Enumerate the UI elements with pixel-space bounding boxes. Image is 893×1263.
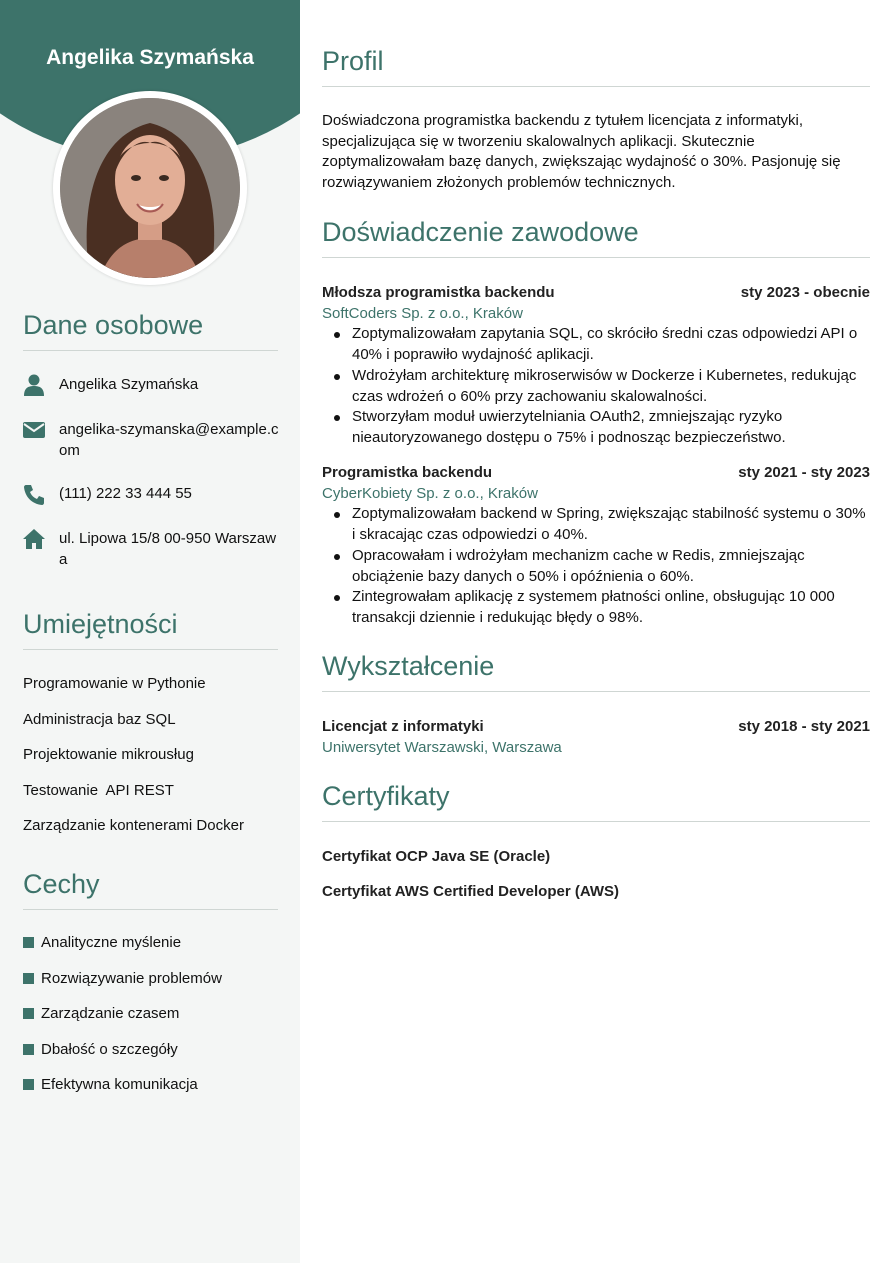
contact-address-row — [22, 528, 282, 570]
envelope-icon — [22, 419, 46, 441]
profile-photo — [60, 98, 240, 278]
trait-label: Dbałość o szczegóły — [41, 1041, 178, 1058]
skill-item: Programowanie w Pythonie — [23, 675, 206, 692]
certificates-section-title: Certyfikaty — [322, 781, 870, 822]
bullet-square-icon — [23, 937, 34, 948]
skill-item: Projektowanie mikrousług — [23, 746, 194, 763]
trait-item — [23, 970, 222, 987]
contact-address: ul. Lipowa 15/8 00-950 Warszawa — [59, 530, 277, 568]
profile-summary: Doświadczona programistka backendu z tytułem licencjata z informatyki, specjalizująca się w tworzeniu skalowalnych aplikacji. Skutecznie zoptymalizowałam bazę danych, zwiększając wydajność o 30%. Pasjonuję się rozwiązywaniem złożonych problemów technicznych. — [322, 112, 841, 192]
education-school: Uniwersytet Warszawski, Warszawa — [322, 738, 562, 756]
trait-label: Analityczne myślenie — [41, 934, 182, 951]
job-company: SoftCoders Sp. z o.o., Kraków — [322, 304, 523, 322]
job-bullet: Zintegrowałam aplikację z systemem płatności online, obsługując 10 000 transakcji dziennie i redukując błędy o 98%. — [322, 587, 870, 628]
certificate-item: Certyfikat AWS Certified Developer (AWS) — [322, 883, 620, 900]
experience-section-title: Doświadczenie zawodowe — [322, 217, 870, 258]
job-bullet: Wdrożyłam architekturę mikroserwisów w Dockerze i Kubernetes, redukując czas wdrożeń o 60% przy zachowaniu skalowalności. — [322, 366, 870, 407]
job-header — [322, 463, 870, 484]
trait-label: Efektywna komunikacja — [41, 1076, 198, 1093]
traits-section-title: Cechy — [23, 869, 278, 910]
education-section-title: Wykształcenie — [322, 651, 870, 692]
job-bullet: Stworzyłam moduł uwierzytelniania OAuth2, zmniejszając ryzyko nieautoryzowanego dostępu o 75% i podnosząc bezpieczeństwo. — [322, 407, 870, 448]
bullet-square-icon — [23, 1079, 34, 1090]
portrait-image — [60, 98, 240, 278]
job-dates: sty 2023 - obecnie — [740, 284, 870, 301]
job-company: CyberKobiety Sp. z o.o., Kraków — [322, 484, 538, 502]
job-position: Programistka backendu — [322, 464, 493, 481]
skill-item: Zarządzanie kontenerami Docker — [23, 817, 244, 834]
profile-photo-frame — [53, 91, 247, 285]
personal-section-title: Dane osobowe — [23, 310, 278, 351]
job-position: Młodsza programistka backendu — [322, 284, 555, 301]
profile-section-title: Profil — [322, 46, 870, 87]
phone-icon — [22, 483, 46, 505]
job-bullet: Opracowałam i wdrożyłam mechanizm cache w Redis, zmniejszając obciążenie bazy danych o 50% i opóźnienia o 60%. — [322, 546, 870, 587]
trait-item — [23, 1041, 178, 1058]
contact-name-row — [22, 374, 282, 396]
contact-phone[interactable]: (111) 222 33 444 55 — [59, 485, 192, 502]
contact-email[interactable]: angelika-szymanska@example.com — [59, 421, 279, 459]
job-dates: sty 2021 - sty 2023 — [738, 464, 870, 481]
education-header — [322, 717, 870, 738]
bullet-square-icon — [23, 1008, 34, 1019]
trait-label: Rozwiązywanie problemów — [41, 970, 222, 987]
education-dates: sty 2018 - sty 2021 — [738, 718, 870, 735]
education-degree: Licencjat z informatyki — [322, 718, 484, 735]
bullet-square-icon — [23, 1044, 34, 1055]
job-entry — [322, 283, 870, 449]
job-header — [322, 283, 870, 304]
job-entry — [322, 463, 870, 629]
certificate-item: Certyfikat OCP Java SE (Oracle) — [322, 848, 551, 865]
contact-email-row — [22, 419, 282, 461]
candidate-name: Angelika Szymańska — [46, 46, 254, 69]
bullet-square-icon — [23, 973, 34, 984]
trait-item — [23, 934, 181, 951]
trait-item — [23, 1005, 179, 1022]
contact-name: Angelika Szymańska — [59, 376, 199, 393]
trait-label: Zarządzanie czasem — [41, 1005, 180, 1022]
sidebar — [0, 0, 300, 1263]
trait-item — [23, 1076, 198, 1093]
job-bullets — [322, 504, 870, 628]
skill-item: Administracja baz SQL — [23, 711, 176, 728]
skill-item: Testowanie API REST — [23, 782, 174, 799]
education-entry — [322, 717, 870, 758]
contact-phone-row — [22, 483, 282, 505]
home-icon — [22, 528, 46, 550]
user-icon — [22, 374, 46, 396]
main-content — [322, 0, 870, 1263]
job-bullet: Zoptymalizowałam backend w Spring, zwiększając stabilność systemu o 30% i skracając czas odpowiedzi o 40%. — [322, 504, 870, 545]
skills-section-title: Umiejętności — [23, 609, 278, 650]
job-bullets — [322, 324, 870, 448]
job-bullet: Zoptymalizowałam zapytania SQL, co skróciło średni czas odpowiedzi API o 40% i poprawiło wydajność aplikacji. — [322, 324, 870, 365]
